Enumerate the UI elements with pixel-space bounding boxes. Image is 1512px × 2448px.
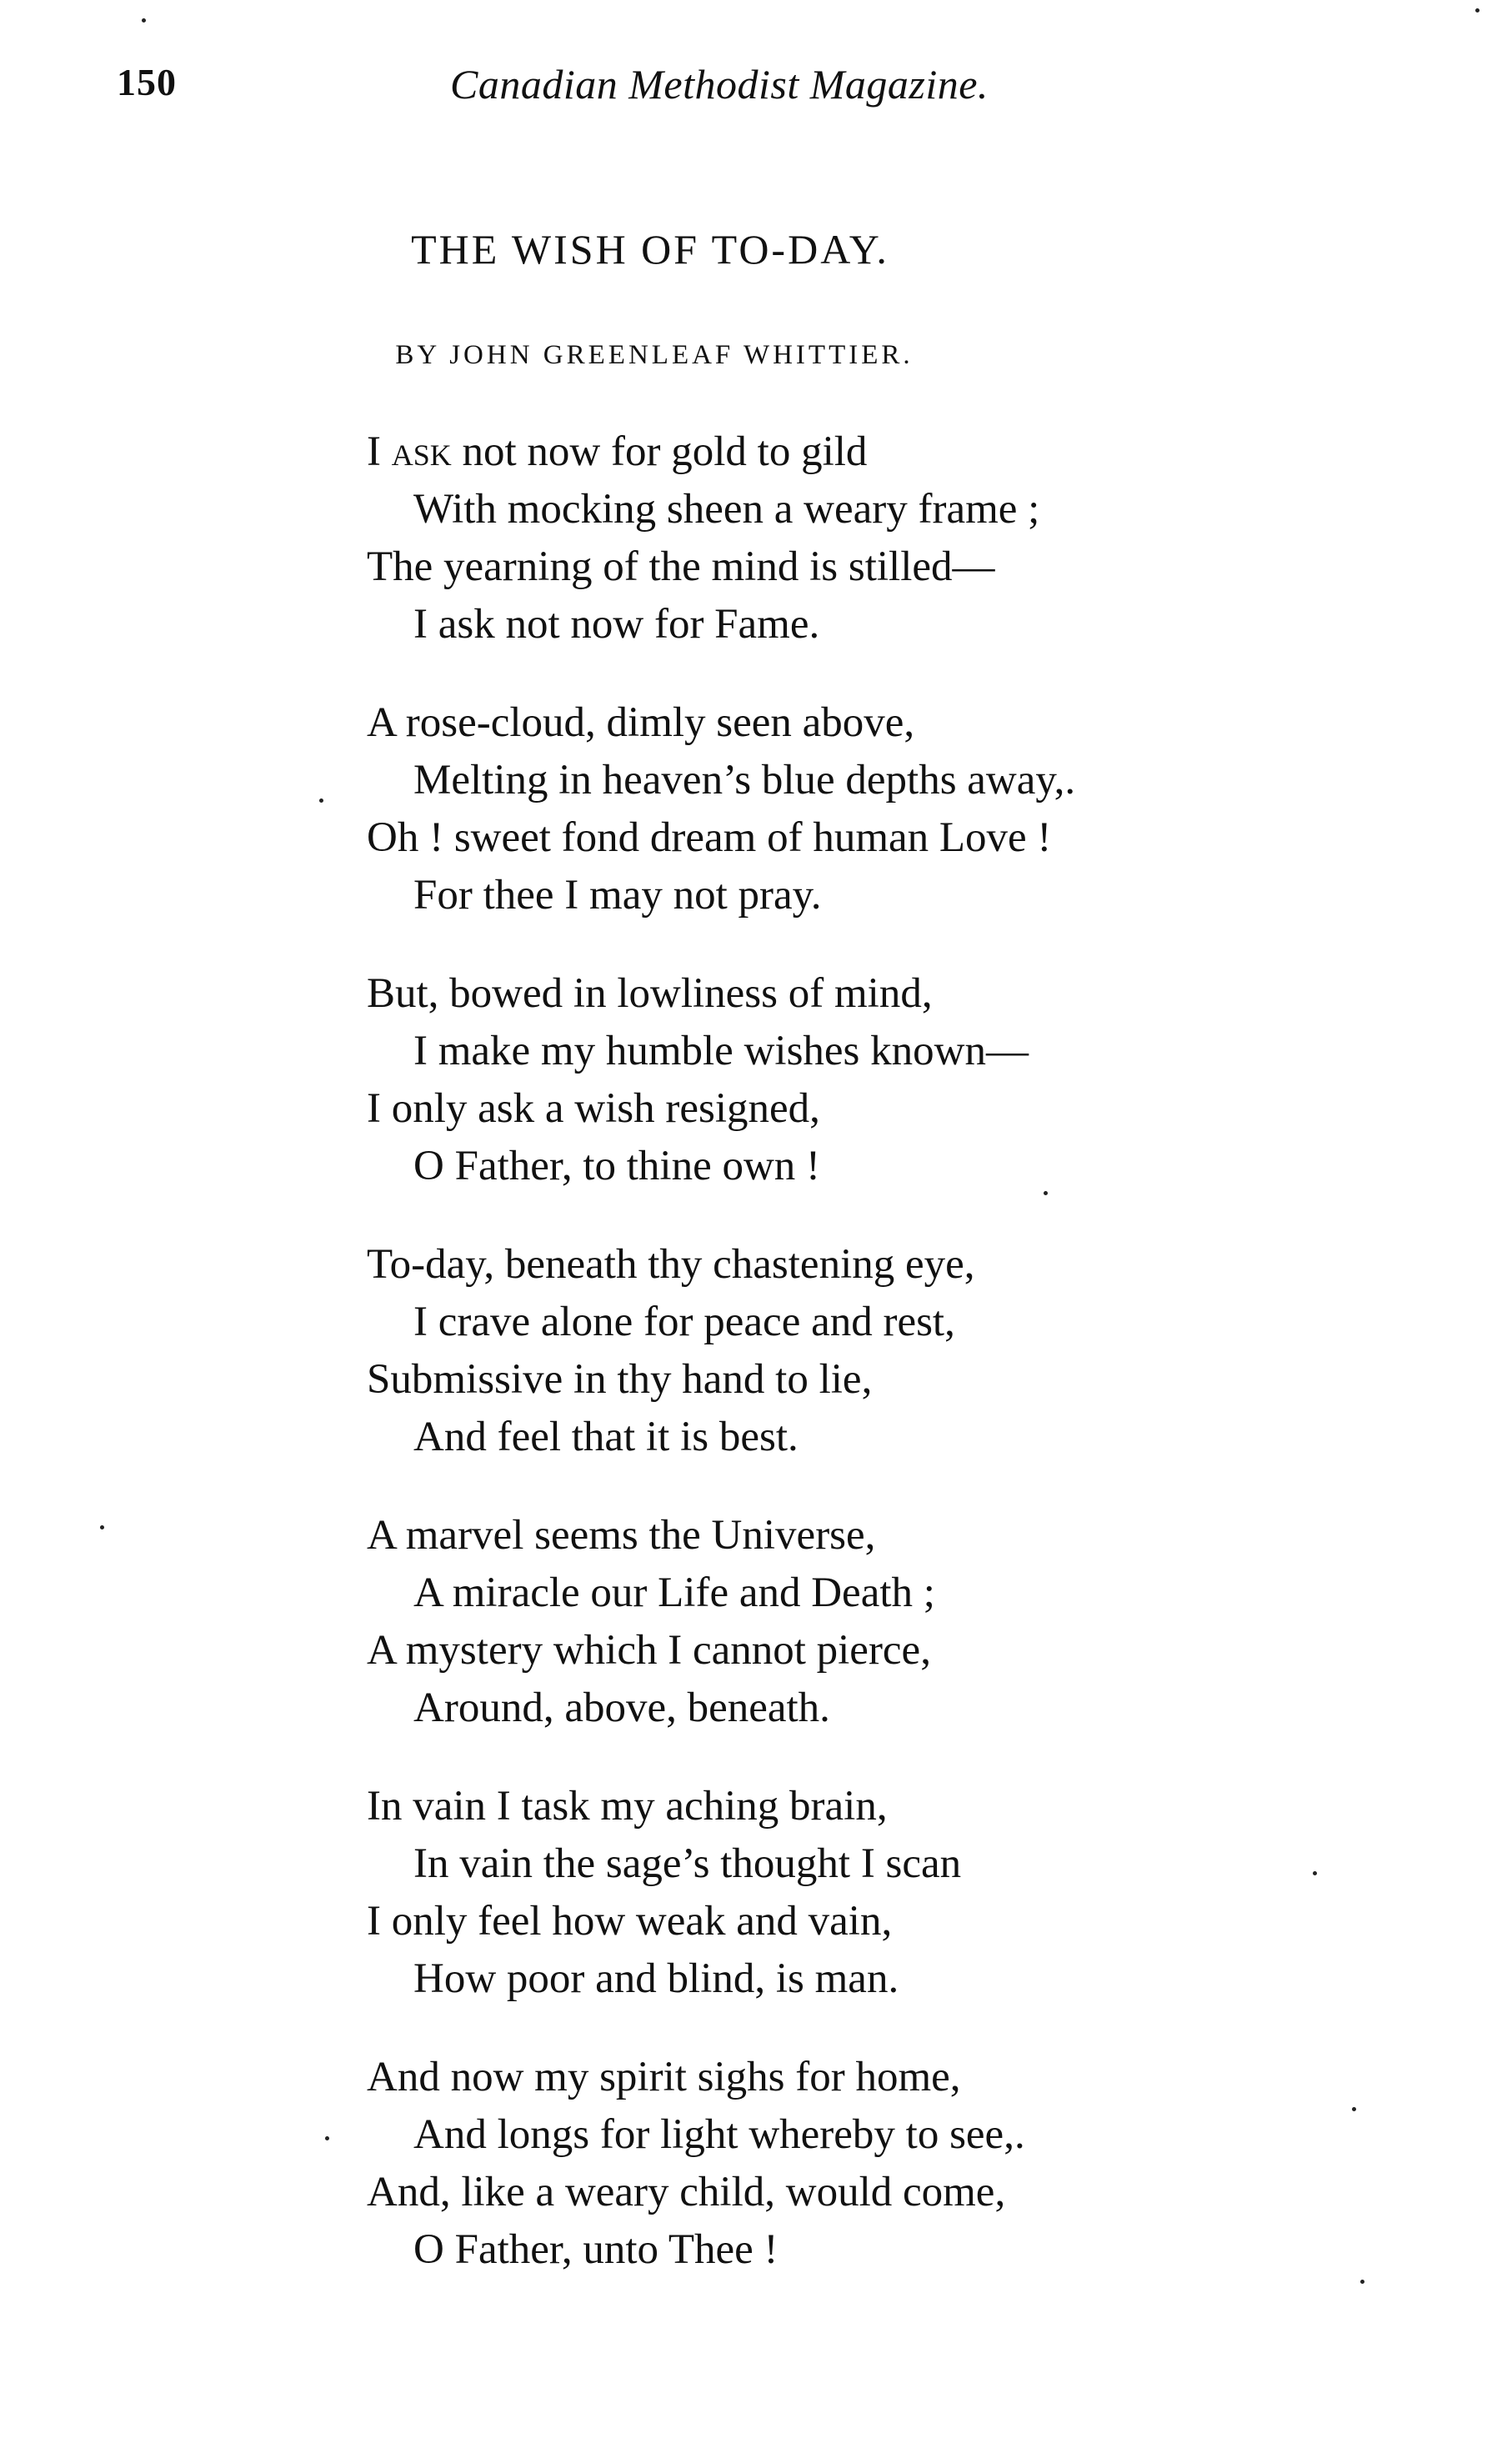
poem-line: To-day, beneath thy chastening eye, [367,1241,975,1288]
poem-body [367,423,1325,2320]
poem-stanza [367,423,1325,653]
running-head [117,60,1117,127]
poem-stanza [367,2049,1325,2279]
poem-byline: BY JOHN GREENLEAF WHITTIER. [395,340,914,370]
page-number: 150 [117,61,177,103]
poem-line: Submissive in thy hand to lie, [367,1356,873,1403]
first-letter: I [367,428,381,475]
poem-line: Around, above, beneath. [413,1685,830,1731]
poem-line: A marvel seems the Universe, [367,1512,876,1559]
poem-line: O Father, to thine own ! [413,1143,821,1189]
poem-line: And now my spirit sighs for home, [367,2054,961,2100]
poem-line: And longs for light whereby to see,. [413,2111,1025,2158]
scan-speck [325,2136,329,2140]
poem-stanza [367,1236,1325,1466]
first-line-rest: not now for gold to gild [451,428,868,475]
poem-line: And, like a weary child, would come, [367,2169,1006,2215]
poem-line: I make my humble wishes known— [413,1028,1029,1074]
poem-line: With mocking sheen a weary frame ; [413,486,1040,533]
poem-line: I crave alone for peace and rest, [413,1299,955,1345]
scan-speck [1360,2280,1364,2284]
scan-speck [319,798,323,803]
poem-line: Oh ! sweet fond dream of human Love ! [367,814,1052,861]
poem-line: A mystery which I cannot pierce, [367,1627,931,1674]
poem-title: THE WISH OF TO-DAY. [411,226,889,273]
scan-speck [142,18,146,23]
scan-speck [1352,2107,1356,2111]
poem-line: A rose-cloud, dimly seen above, [367,699,915,746]
poem-line: And feel that it is best. [413,1414,799,1460]
poem-line: I only ask a wish resigned, [367,1085,820,1132]
scan-speck [1475,8,1479,13]
scan-speck [1313,1871,1317,1875]
poem-line: Melting in heaven’s blue depths away,. [413,757,1076,803]
poem-line [367,423,1325,481]
poem-line: O Father, unto Thee ! [413,2226,779,2273]
poem-line: But, bowed in lowliness of mind, [367,970,933,1017]
poem-line: I ask not now for Fame. [413,601,820,648]
poem-line: In vain the sage’s thought I scan [413,1840,962,1887]
poem-line: I only feel how weak and vain, [367,1898,893,1945]
poem-line: A miracle our Life and Death ; [413,1569,935,1616]
poem-line: How poor and blind, is man. [413,1955,899,2002]
scan-speck [100,1525,104,1529]
poem-stanza [367,965,1325,1195]
journal-title: Canadian Methodist Magazine. [450,61,989,108]
poem-line: In vain I task my aching brain, [367,1783,888,1830]
first-word-smallcaps: ask [391,428,452,475]
poem-line: For thee I may not pray. [413,872,822,919]
poem-stanza [367,1507,1325,1737]
poem-stanza [367,1778,1325,2008]
scan-speck [1044,1191,1048,1195]
poem-line: The yearning of the mind is stilled— [367,543,995,590]
poem-stanza [367,694,1325,924]
